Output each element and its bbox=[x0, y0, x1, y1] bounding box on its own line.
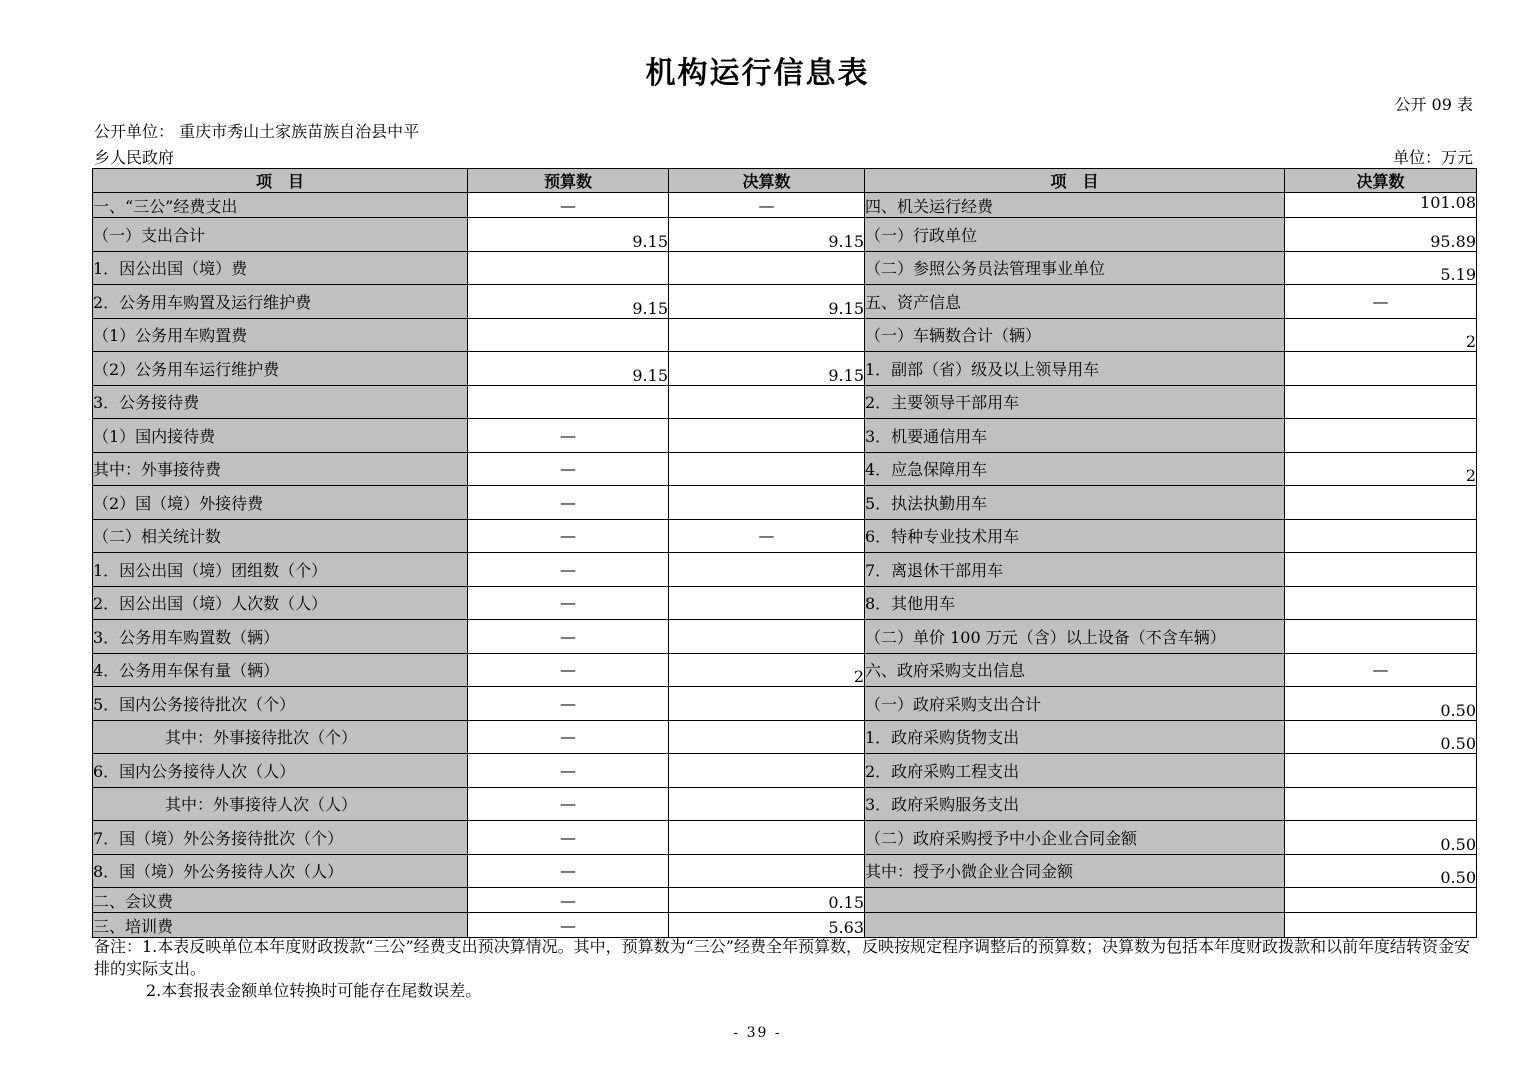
right-label: 六、政府采购支出信息 bbox=[865, 653, 1285, 687]
header-final-right: 决算数 bbox=[1285, 169, 1477, 193]
row-label: 三、培训费 bbox=[93, 913, 468, 938]
table-row bbox=[93, 888, 1477, 913]
right-label: 五、资产信息 bbox=[865, 285, 1285, 319]
table-row bbox=[93, 620, 1477, 654]
table-row bbox=[93, 419, 1477, 453]
right-final-cell: 0.50 bbox=[1285, 720, 1477, 754]
right-label: （一）车辆数合计（辆） bbox=[865, 318, 1285, 352]
final-cell bbox=[669, 687, 865, 721]
right-final-cell bbox=[1285, 519, 1477, 553]
table-header-row bbox=[93, 169, 1477, 193]
final-cell bbox=[669, 754, 865, 788]
table-row bbox=[93, 854, 1477, 888]
table-row bbox=[93, 553, 1477, 587]
unit-name-line1: 公开单位： 重庆市秀山土家族苗族自治县中平 bbox=[94, 122, 420, 141]
table-row bbox=[93, 519, 1477, 553]
table-row bbox=[93, 787, 1477, 821]
table-row bbox=[93, 452, 1477, 486]
right-label: 1．政府采购货物支出 bbox=[865, 720, 1285, 754]
right-label: 2．政府采购工程支出 bbox=[865, 754, 1285, 788]
final-cell: 9.15 bbox=[669, 218, 865, 252]
right-label: （二）单价 100 万元（含）以上设备（不含车辆） bbox=[865, 620, 1285, 654]
right-label: （二）参照公务员法管理事业单位 bbox=[865, 251, 1285, 285]
row-label: 2．因公出国（境）人次数（人） bbox=[93, 586, 468, 620]
budget-cell: — bbox=[468, 419, 669, 453]
row-label: 8．国（境）外公务接待人次（人） bbox=[93, 854, 468, 888]
header-final-left: 决算数 bbox=[669, 169, 865, 193]
right-final-cell bbox=[1285, 888, 1477, 913]
table-row bbox=[93, 720, 1477, 754]
unit-name-line2: 乡人民政府 bbox=[94, 148, 175, 167]
table-row bbox=[93, 218, 1477, 252]
budget-cell: — bbox=[468, 754, 669, 788]
table-row bbox=[93, 754, 1477, 788]
budget-cell: — bbox=[468, 913, 669, 938]
final-cell bbox=[669, 854, 865, 888]
right-final-cell bbox=[1285, 913, 1477, 938]
table-row bbox=[93, 193, 1477, 218]
table-row bbox=[93, 486, 1477, 520]
right-final-cell bbox=[1285, 620, 1477, 654]
right-final-cell: — bbox=[1285, 653, 1477, 687]
right-label: （一）行政单位 bbox=[865, 218, 1285, 252]
row-label: 2．公务用车购置及运行维护费 bbox=[93, 285, 468, 319]
budget-cell: — bbox=[468, 519, 669, 553]
table-row bbox=[93, 352, 1477, 386]
row-label: 3．公务用车购置数（辆） bbox=[93, 620, 468, 654]
row-label: 1．因公出国（境）费 bbox=[93, 251, 468, 285]
right-label: 6．特种专业技术用车 bbox=[865, 519, 1285, 553]
row-label: （二）相关统计数 bbox=[93, 519, 468, 553]
budget-cell: — bbox=[468, 553, 669, 587]
row-label: 二、会议费 bbox=[93, 888, 468, 913]
right-label: 2．主要领导干部用车 bbox=[865, 385, 1285, 419]
budget-cell: — bbox=[468, 452, 669, 486]
right-label: 8．其他用车 bbox=[865, 586, 1285, 620]
final-cell bbox=[669, 720, 865, 754]
budget-cell: — bbox=[468, 720, 669, 754]
right-final-cell bbox=[1285, 754, 1477, 788]
right-label: 其中：授予小微企业合同金额 bbox=[865, 854, 1285, 888]
right-final-cell: 2 bbox=[1285, 452, 1477, 486]
operation-info-table bbox=[92, 168, 1477, 938]
right-label: 四、机关运行经费 bbox=[865, 193, 1285, 218]
budget-cell bbox=[468, 318, 669, 352]
budget-cell: 9.15 bbox=[468, 218, 669, 252]
table-row bbox=[93, 687, 1477, 721]
table-row bbox=[93, 653, 1477, 687]
final-cell: 9.15 bbox=[669, 285, 865, 319]
final-cell bbox=[669, 586, 865, 620]
final-cell bbox=[669, 251, 865, 285]
row-label: 7．国（境）外公务接待批次（个） bbox=[93, 821, 468, 855]
final-cell bbox=[669, 787, 865, 821]
right-final-cell bbox=[1285, 586, 1477, 620]
right-final-cell: 0.50 bbox=[1285, 854, 1477, 888]
final-cell bbox=[669, 419, 865, 453]
final-cell bbox=[669, 553, 865, 587]
budget-cell: — bbox=[468, 586, 669, 620]
header-item-right: 项 目 bbox=[865, 169, 1285, 193]
row-label: （1）国内接待费 bbox=[93, 419, 468, 453]
right-label: 7．离退休干部用车 bbox=[865, 553, 1285, 587]
right-label: （一）政府采购支出合计 bbox=[865, 687, 1285, 721]
note-line-2: 2.本套报表金额单位转换时可能存在尾数误差。 bbox=[146, 981, 482, 1000]
budget-cell bbox=[468, 251, 669, 285]
budget-cell: — bbox=[468, 687, 669, 721]
row-label: 其中：外事接待费 bbox=[93, 452, 468, 486]
right-final-cell: 5.19 bbox=[1285, 251, 1477, 285]
right-final-cell bbox=[1285, 385, 1477, 419]
final-cell bbox=[669, 486, 865, 520]
final-cell bbox=[669, 620, 865, 654]
final-cell: — bbox=[669, 193, 865, 218]
table-row bbox=[93, 318, 1477, 352]
row-label: 一、“三公”经费支出 bbox=[93, 193, 468, 218]
budget-cell: — bbox=[468, 620, 669, 654]
final-cell bbox=[669, 452, 865, 486]
page-title: 机构运行信息表 bbox=[645, 56, 870, 91]
right-final-cell: — bbox=[1285, 285, 1477, 319]
budget-cell: 9.15 bbox=[468, 285, 669, 319]
right-final-cell bbox=[1285, 486, 1477, 520]
right-final-cell bbox=[1285, 419, 1477, 453]
right-final-cell: 101.08 bbox=[1285, 193, 1477, 218]
right-label: 1．副部（省）级及以上领导用车 bbox=[865, 352, 1285, 386]
right-label: 4．应急保障用车 bbox=[865, 452, 1285, 486]
row-label: 4．公务用车保有量（辆） bbox=[93, 653, 468, 687]
right-final-cell: 0.50 bbox=[1285, 821, 1477, 855]
budget-cell: — bbox=[468, 193, 669, 218]
final-cell: 2 bbox=[669, 653, 865, 687]
right-final-cell bbox=[1285, 553, 1477, 587]
budget-cell: — bbox=[468, 486, 669, 520]
right-final-cell: 0.50 bbox=[1285, 687, 1477, 721]
right-label bbox=[865, 888, 1285, 913]
row-label: 5．国内公务接待批次（个） bbox=[93, 687, 468, 721]
row-label: （一）支出合计 bbox=[93, 218, 468, 252]
row-label: 6．国内公务接待人次（人） bbox=[93, 754, 468, 788]
right-final-cell: 2 bbox=[1285, 318, 1477, 352]
budget-cell: — bbox=[468, 888, 669, 913]
row-label: （2）国（境）外接待费 bbox=[93, 486, 468, 520]
table-row bbox=[93, 251, 1477, 285]
final-cell: 5.63 bbox=[669, 913, 865, 938]
right-label: （二）政府采购授予中小企业合同金额 bbox=[865, 821, 1285, 855]
budget-cell: — bbox=[468, 821, 669, 855]
header-item-left: 项 目 bbox=[93, 169, 468, 193]
final-cell: — bbox=[669, 519, 865, 553]
row-label: （1）公务用车购置费 bbox=[93, 318, 468, 352]
notes bbox=[94, 936, 1476, 1002]
final-cell: 0.15 bbox=[669, 888, 865, 913]
row-label: （2）公务用车运行维护费 bbox=[93, 352, 468, 386]
budget-cell: — bbox=[468, 854, 669, 888]
final-cell bbox=[669, 318, 865, 352]
table-row bbox=[93, 821, 1477, 855]
currency-unit: 单位：万元 bbox=[1392, 148, 1473, 167]
row-label: 其中：外事接待人次（人） bbox=[93, 787, 468, 821]
right-final-cell: 95.89 bbox=[1285, 218, 1477, 252]
header-budget: 预算数 bbox=[468, 169, 669, 193]
right-label bbox=[865, 913, 1285, 938]
right-label: 3．机要通信用车 bbox=[865, 419, 1285, 453]
right-final-cell bbox=[1285, 352, 1477, 386]
table-row bbox=[93, 913, 1477, 938]
right-label: 3．政府采购服务支出 bbox=[865, 787, 1285, 821]
table-row bbox=[93, 586, 1477, 620]
form-number: 公开 09 表 bbox=[1394, 95, 1473, 114]
right-final-cell bbox=[1285, 787, 1477, 821]
table-row bbox=[93, 285, 1477, 319]
budget-cell: 9.15 bbox=[468, 352, 669, 386]
note-line-1: 备注：1.本表反映单位本年度财政拨款“三公”经费支出预决算情况。其中，预算数为“三公”经费全年预算数，反映按规定程序调整后的预算数；决算数为包括本年度财政拨款和以前年度结转资金安排的实际支出。 bbox=[94, 937, 1470, 978]
row-label: 3．公务接待费 bbox=[93, 385, 468, 419]
final-cell: 9.15 bbox=[669, 352, 865, 386]
budget-cell: — bbox=[468, 787, 669, 821]
page-number: - 39 - bbox=[733, 1025, 782, 1041]
row-label: 其中：外事接待批次（个） bbox=[93, 720, 468, 754]
budget-cell: — bbox=[468, 653, 669, 687]
right-label: 5．执法执勤用车 bbox=[865, 486, 1285, 520]
table-row bbox=[93, 385, 1477, 419]
budget-cell bbox=[468, 385, 669, 419]
final-cell bbox=[669, 821, 865, 855]
final-cell bbox=[669, 385, 865, 419]
row-label: 1．因公出国（境）团组数（个） bbox=[93, 553, 468, 587]
